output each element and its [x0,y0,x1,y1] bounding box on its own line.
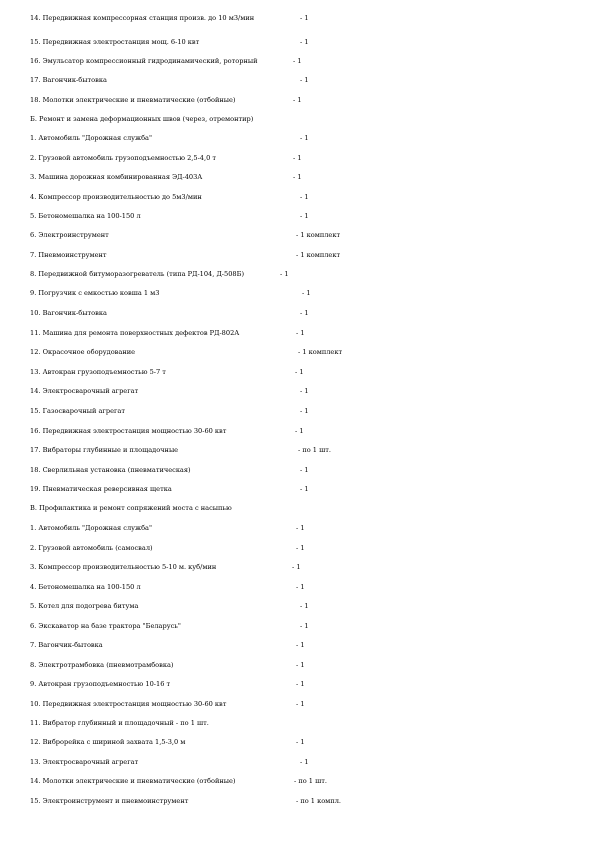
item-text: 9. Погрузчик с емкостью ковша 1 м3 [30,289,160,297]
item-quantity: - 1 [296,329,305,337]
item-quantity: - по 1 компл. [296,797,341,805]
list-item [30,521,570,535]
item-quantity: - 1 [302,289,311,297]
list-item [30,501,570,515]
list-item [30,365,570,379]
list-item [30,170,570,184]
item-text: 18. Сверлильная установка (пневматическая) [30,466,191,474]
item-text: 4. Бетономешалка на 100-150 л [30,583,141,591]
item-text: 16. Передвижная электростанция мощностью 30-60 квт [30,427,227,435]
item-text: 3. Компрессор производительностью 5-10 м. куб/мин [30,563,217,571]
list-item [30,404,570,418]
item-text: 15. Передвижная электростанция мощ. 6-10 квт [30,38,200,46]
list-item [30,73,570,87]
item-quantity: - 1 [300,76,309,84]
item-text: 11. Машина для ремонта поверхностных дефектов РД-802А [30,329,240,337]
item-quantity: - 1 комплект [296,231,341,239]
item-text: 19. Пневматическая реверсивная щетка [30,485,172,493]
item-quantity: - 1 [296,544,305,552]
item-text: 14. Электросварочный агрегат [30,387,139,395]
list-item [30,93,570,107]
item-text: 18. Молотки электрические и пневматические (отбойные) [30,96,236,104]
list-item [30,560,570,574]
list-item [30,384,570,398]
item-text: 2. Грузовой автомобиль грузоподъемностью 2,5-4,0 т [30,154,217,162]
list-item [30,11,570,25]
list-item [30,248,570,262]
list-item [30,619,570,633]
item-text: 11. Вибратор глубинный и площадочный - по 1 шт. [30,719,209,727]
item-text: 15. Газосварочный агрегат [30,407,126,415]
item-quantity: - 1 [293,154,302,162]
list-item [30,443,570,457]
item-quantity: - 1 [296,738,305,746]
item-text: 8. Передвижной битуморазогреватель (типа РД-104, Д-508Б) [30,270,245,278]
list-item [30,35,570,49]
item-text: 9. Автокран грузоподъемностью 10-16 т [30,680,171,688]
item-quantity: - 1 [300,193,309,201]
item-quantity: - 1 [300,466,309,474]
item-text: 14. Передвижная компрессорная станция произв. до 10 м3/мин [30,14,255,22]
item-quantity: - 1 [300,134,309,142]
item-text: 1. Автомобиль "Дорожная служба" [30,134,153,142]
list-item [30,755,570,769]
item-quantity: - 1 [293,96,302,104]
item-text: 10. Вагончик-бытовка [30,309,107,317]
list-item [30,209,570,223]
list-item [30,112,570,126]
list-item [30,697,570,711]
item-text: 7. Вагончик-бытовка [30,641,103,649]
item-text: 5. Бетономешалка на 100-150 л [30,212,141,220]
list-item [30,735,570,749]
item-quantity: - 1 [296,661,305,669]
item-text: 14. Молотки электрические и пневматические (отбойные) [30,777,236,785]
item-quantity: - 1 [296,680,305,688]
item-quantity: - 1 [296,700,305,708]
item-text: 2. Грузовой автомобиль (самосвал) [30,544,153,552]
item-quantity: - 1 [300,485,309,493]
list-item [30,482,570,496]
item-quantity: - 1 [300,622,309,630]
list-item [30,286,570,300]
item-text: 5. Котел для подогрева битума [30,602,139,610]
item-text: 16. Эмульсатор компрессионный гидродинамический, роторный [30,57,258,65]
item-text: 10. Передвижная электростанция мощностью 30-60 квт [30,700,227,708]
list-item [30,131,570,145]
item-text: 6. Экскаватор на базе трактора "Беларусь" [30,622,181,630]
item-text: 12. Окрасочное оборудование [30,348,136,356]
item-quantity: - 1 [296,583,305,591]
list-item [30,267,570,281]
item-quantity: - 1 [293,57,302,65]
item-quantity: - 1 [280,270,289,278]
list-item [30,151,570,165]
item-text: 12. Виброрейка с шириной захвата 1,5-3,0 м [30,738,186,746]
item-quantity: - 1 [300,309,309,317]
item-text: 3. Машина дорожная комбинированная ЭД-403А [30,173,203,181]
list-item [30,190,570,204]
item-text: 13. Автокран грузоподъемностью 5-7 т [30,368,166,376]
item-quantity: - 1 [300,212,309,220]
item-quantity: - 1 [293,173,302,181]
list-item [30,677,570,691]
list-item [30,638,570,652]
item-quantity: - 1 [300,38,309,46]
item-quantity: - по 1 шт. [294,777,327,785]
list-item [30,580,570,594]
list-item [30,54,570,68]
item-text: 13. Электросварочный агрегат [30,758,139,766]
list-item [30,424,570,438]
item-text: 17. Вибраторы глубинные и площадочные [30,446,179,454]
list-item [30,326,570,340]
item-text: В. Профилактика и ремонт сопряжений моста с насыпью [30,504,232,512]
list-item [30,774,570,788]
list-item [30,716,570,730]
item-text: Б. Ремонт и замена деформационных швов (через, отремонтир) [30,115,254,123]
item-quantity: - 1 [300,387,309,395]
item-text: 7. Пневмоинструмент [30,251,107,259]
item-quantity: - 1 комплект [298,348,343,356]
item-quantity: - 1 [296,641,305,649]
item-text: 1. Автомобиль "Дорожная служба" [30,524,153,532]
list-item [30,541,570,555]
item-quantity: - 1 [296,524,305,532]
item-text: 17. Вагончик-бытовка [30,76,107,84]
list-item [30,228,570,242]
list-item [30,306,570,320]
item-quantity: - 1 [300,14,309,22]
item-quantity: - 1 [300,407,309,415]
list-item [30,599,570,613]
item-quantity: - 1 [300,602,309,610]
item-text: 8. Электротрамбовка (пневмотрамбовка) [30,661,174,669]
list-item [30,345,570,359]
item-quantity: - 1 [295,368,304,376]
list-item [30,463,570,477]
item-quantity: - 1 комплект [296,251,341,259]
list-item [30,658,570,672]
item-quantity: - 1 [295,427,304,435]
item-text: 4. Компрессор производительностью до 5м3/мин [30,193,202,201]
item-quantity: - 1 [300,758,309,766]
item-text: 15. Электроинструмент и пневмоинструмент [30,797,189,805]
item-quantity: - 1 [292,563,301,571]
list-item [30,794,570,808]
item-quantity: - по 1 шт. [298,446,331,454]
item-text: 6. Электроинструмент [30,231,109,239]
